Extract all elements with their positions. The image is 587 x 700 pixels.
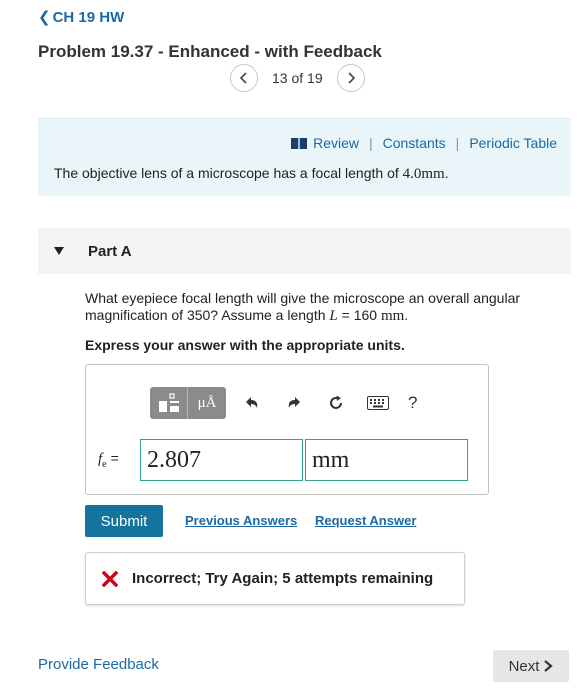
length-equals: = 160	[337, 307, 381, 323]
help-button[interactable]: ?	[408, 393, 418, 412]
answer-panel	[85, 364, 489, 495]
request-answer-link[interactable]: Request Answer	[315, 513, 417, 528]
pager-position: 13 of 19	[272, 70, 323, 86]
templates-icon	[158, 393, 180, 413]
answer-units-input[interactable]: mm	[305, 439, 468, 481]
answer-variable	[98, 450, 140, 470]
variable-equals: =	[110, 450, 119, 466]
answer-row	[98, 439, 468, 481]
undo-icon	[243, 394, 261, 412]
templates-button[interactable]	[150, 387, 188, 419]
problem-pager	[230, 64, 365, 92]
part-label: Part A	[88, 242, 132, 260]
resources-bar	[291, 135, 557, 151]
variable-symbol: f	[98, 451, 103, 467]
question-line-1: What eyepiece focal length will give the microscope an overall angular	[85, 290, 521, 306]
x-icon	[102, 571, 118, 587]
intro-text	[54, 165, 449, 183]
question-text-before: magnification of 350? Assume a length	[85, 307, 330, 323]
redo-icon	[285, 394, 303, 412]
book-icon	[291, 138, 307, 149]
previous-problem-button[interactable]	[230, 64, 258, 92]
intro-text-before: The objective lens of a microscope has a focal length of	[54, 165, 403, 181]
answer-instruction: Express your answer with the appropriate units.	[85, 337, 405, 353]
chevron-right-icon	[345, 72, 357, 84]
next-button[interactable]	[493, 650, 569, 682]
periodic-table-link[interactable]: Periodic Table	[469, 135, 557, 151]
reset-button[interactable]	[320, 387, 352, 419]
answer-value-input[interactable]: 2.807	[140, 439, 303, 481]
tool-group	[150, 387, 226, 419]
problem-title: Problem 19.37 - Enhanced - with Feedback	[38, 42, 382, 61]
chevron-left-icon: ❮	[38, 9, 51, 26]
problem-intro-box	[38, 118, 571, 196]
undo-button[interactable]	[236, 387, 268, 419]
review-link[interactable]: Review	[313, 135, 359, 151]
submit-button[interactable]: Submit	[85, 505, 163, 537]
intro-focal-length: 4.0mm	[402, 166, 445, 182]
variable-subscript: e	[102, 459, 107, 470]
provide-feedback-link[interactable]: Provide Feedback	[38, 656, 159, 673]
feedback-message-box	[85, 552, 465, 605]
units-button[interactable]	[188, 387, 226, 419]
chevron-left-icon	[238, 72, 250, 84]
length-symbol: L	[329, 308, 338, 324]
reset-icon	[327, 394, 345, 412]
redo-button[interactable]	[278, 387, 310, 419]
question-text	[85, 290, 555, 325]
back-to-assignment-link[interactable]	[38, 8, 124, 26]
chevron-right-icon	[543, 660, 553, 672]
units-tool-label: μÅ	[197, 394, 217, 411]
next-problem-button[interactable]	[337, 64, 365, 92]
math-toolbar	[150, 387, 417, 419]
previous-answers-link[interactable]: Previous Answers	[185, 513, 298, 528]
feedback-text: Incorrect; Try Again; 5 attempts remaining	[132, 570, 434, 587]
resource-separator: |	[368, 135, 373, 151]
constants-link[interactable]: Constants	[382, 135, 446, 151]
keyboard-button[interactable]	[362, 387, 394, 419]
length-unit: mm	[380, 308, 405, 324]
question-line-2	[85, 307, 555, 325]
next-button-label: Next	[508, 657, 540, 675]
question-text-after: .	[404, 307, 409, 323]
keyboard-icon	[367, 396, 389, 410]
part-a-header[interactable]	[38, 228, 571, 274]
back-link-label: CH 19 HW	[52, 8, 125, 26]
intro-text-after: .	[444, 165, 449, 181]
resource-separator: |	[455, 135, 460, 151]
triangle-down-icon[interactable]	[54, 247, 64, 255]
